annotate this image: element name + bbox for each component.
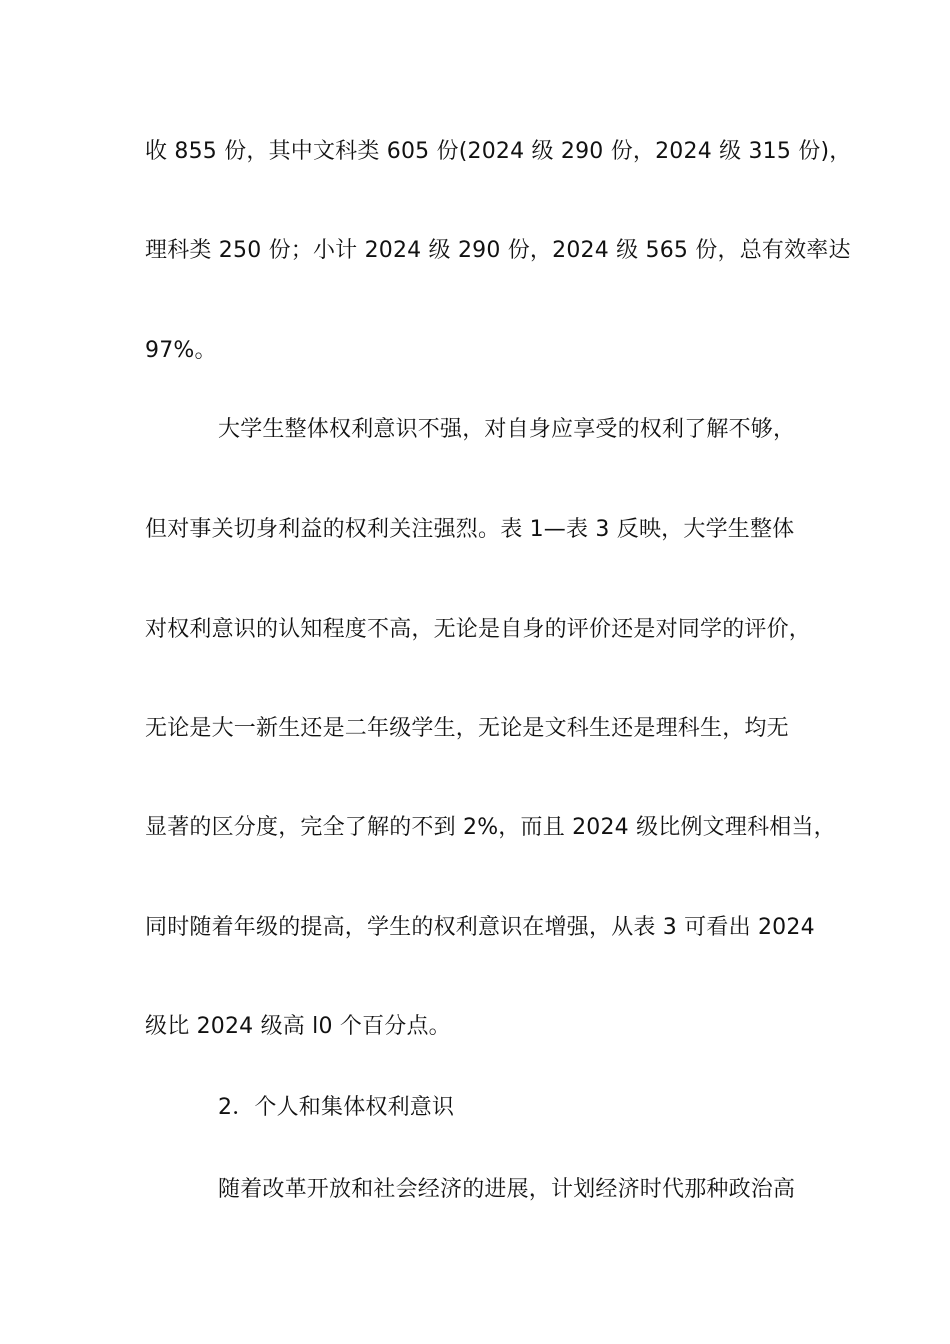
paragraph-2-line-3: 对权利意识的认知程度不高，无论是自身的评价还是对同学的评价， (145, 617, 812, 642)
paragraph-3-line-1: 随着改革开放和社会经济的进展，计划经济时代那种政治高 (218, 1177, 796, 1202)
paragraph-1-line-3: 97%。 (145, 338, 217, 363)
section-heading: 2．个人和集体权利意识 (218, 1095, 455, 1120)
paragraph-2-line-5: 显著的区分度，完全了解的不到 2%，而且 2024 级比例文理科相当， (145, 815, 836, 840)
paragraph-2-line-1: 大学生整体权利意识不强，对自身应享受的权利了解不够， (218, 417, 796, 442)
paragraph-1-line-1: 收 855 份，其中文科类 605 份(2024 级 290 份，2024 级 315 份)， (145, 139, 852, 164)
paragraph-2-line-4: 无论是大一新生还是二年级学生，无论是文科生还是理科生，均无 (145, 716, 789, 741)
paragraph-2-line-7: 级比 2024 级高 l0 个百分点。 (145, 1014, 451, 1039)
paragraph-2-line-6: 同时随着年级的提高，学生的权利意识在增强，从表 3 可看出 2024 (145, 915, 815, 940)
paragraph-1-line-2: 理科类 250 份；小计 2024 级 290 份，2024 级 565 份，总有效率达 (145, 238, 851, 263)
paragraph-2-line-2: 但对事关切身利益的权利关注强烈。表 1—表 3 反映，大学生整体 (145, 517, 795, 542)
